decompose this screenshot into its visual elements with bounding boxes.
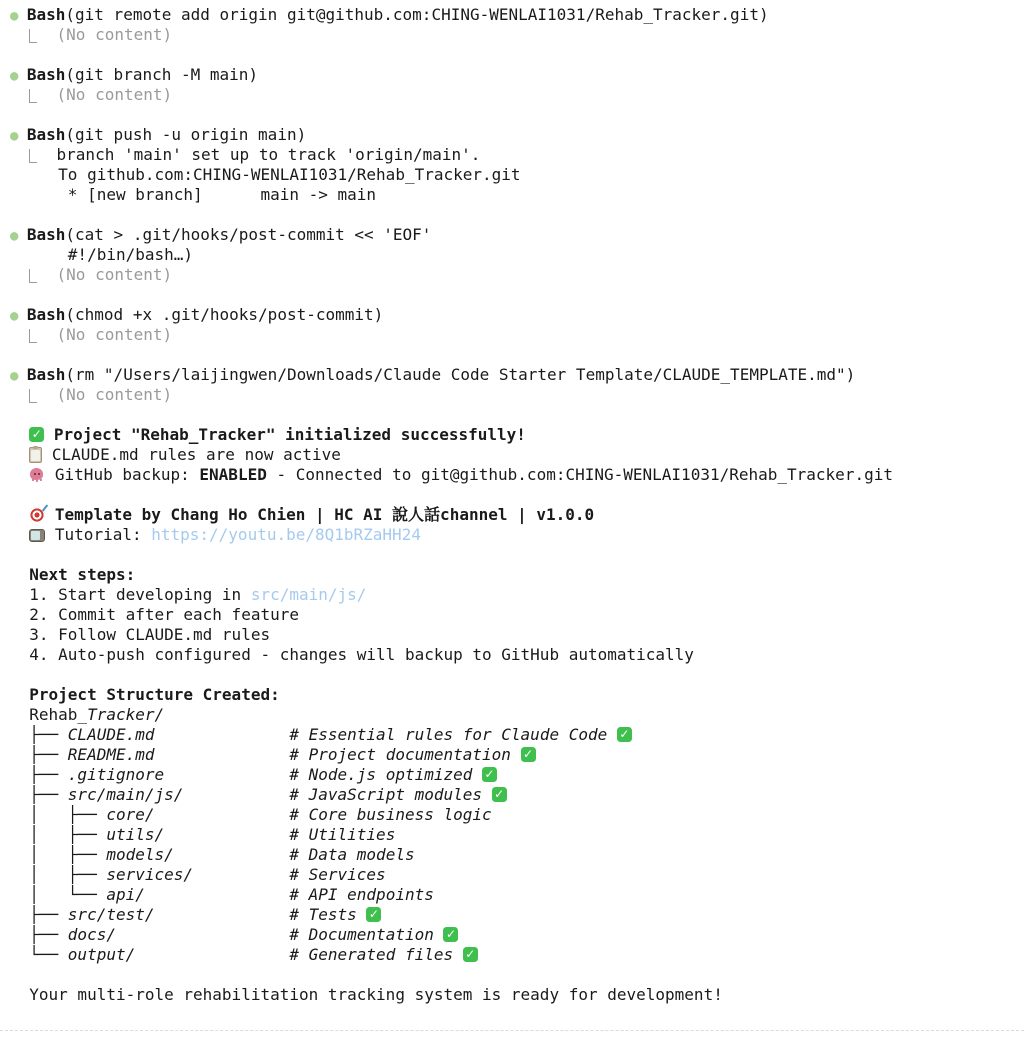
elbow-icon [29,89,37,103]
tree-line [10,945,1024,965]
text-segment: Bash [26,125,66,144]
text-segment: * [new branch] main -> main [10,185,377,204]
text-segment [10,85,29,104]
text-segment: └── [10,945,68,964]
tv-emoji-icon [29,529,45,542]
check-emoji-icon [482,767,497,782]
command-result-line [10,265,1024,285]
target-emoji-icon [29,507,45,523]
text-segment [37,385,56,404]
text-segment: .gitignore [67,765,165,784]
blank-line [10,485,1024,505]
text-segment: # JavaScript modules [289,785,492,804]
text-segment [44,425,54,444]
text-segment: (No content) [56,25,173,44]
clipboard-emoji-icon [29,447,42,463]
text-segment: (No content) [56,85,173,104]
template-credit-line [10,505,1024,525]
octopus-emoji-icon [29,467,45,483]
tree-line [10,825,1024,845]
check-emoji-icon [521,747,536,762]
text-segment: │ ├── [10,825,107,844]
text-segment: CLAUDE.md rules are now active [51,445,341,464]
text-segment: ● [10,128,27,144]
text-segment: 3. Follow CLAUDE.md rules [10,625,271,644]
text-segment: Tracker/ [87,705,165,724]
text-segment: 1. Start developing in [10,585,251,604]
text-segment: src/main/js/ [67,785,184,804]
text-segment: │ ├── [10,865,107,884]
text-segment: # Core business logic [289,805,492,824]
tree-line [10,765,1024,785]
command-output-line [10,185,1024,205]
text-segment [174,845,290,864]
blank-line [10,665,1024,685]
next-step-line [10,625,1024,645]
command-result-line [10,385,1024,405]
text-segment: (git remote add origin git@github.com:CHING-WENLAI1031/Rehab_Tracker.git) [65,5,769,24]
text-segment [10,685,29,704]
bash-command-line [10,365,1024,385]
check-emoji-icon [29,427,44,442]
text-segment [164,765,289,784]
bash-command-line [10,225,1024,245]
text-segment [10,505,29,524]
text-segment [155,805,290,824]
text-segment: 2. Commit after each feature [10,605,299,624]
command-result-line [10,325,1024,345]
elbow-icon [29,149,37,163]
text-segment [145,885,290,904]
text-segment: docs/ [67,925,116,944]
text-segment: (git branch -M main) [65,65,259,84]
tree-root-line [10,705,1024,725]
next-step-line [10,585,1024,605]
text-segment: #!/bin/bash…) [10,245,194,264]
text-segment: Next steps: [29,565,136,584]
blank-line [10,45,1024,65]
text-segment: (chmod +x .git/hooks/post-commit) [65,305,384,324]
text-segment: Template by Chang Ho Chien | HC AI 說人話channel | v1.0.0 [54,505,595,524]
text-segment [10,25,29,44]
text-segment: - Connected to git@github.com:CHING-WENLAI1031/Rehab_Tracker.git [266,465,893,484]
text-segment [193,865,289,884]
tree-line [10,905,1024,925]
text-segment [10,565,29,584]
next-steps-heading-line [10,565,1024,585]
tree-line [10,845,1024,865]
elbow-icon [29,329,37,343]
text-segment: # API endpoints [289,885,434,904]
text-segment: 4. Auto-push configured - changes will backup to GitHub automatically [10,645,694,664]
tree-line [10,865,1024,885]
text-segment: # Generated files [289,945,463,964]
check-emoji-icon [463,947,478,962]
text-segment: Project Structure Created: [29,685,280,704]
text-segment [10,465,29,484]
text-segment: Project "Rehab_Tracker" initialized successfully! [53,425,526,444]
text-segment: ├── [10,925,68,944]
text-segment: utils/ [106,825,165,844]
text-segment: # Services [289,865,386,884]
text-segment [37,85,56,104]
text-segment: ● [10,228,27,244]
text-segment: (cat > .git/hooks/post-commit << 'EOF' [65,225,432,244]
text-segment [183,785,289,804]
text-segment [37,145,56,164]
text-segment: Rehab_ [10,705,88,724]
bash-command-line [10,305,1024,325]
tree-line [10,885,1024,905]
text-segment [155,725,290,744]
bash-command-line [10,5,1024,25]
text-segment: models/ [106,845,174,864]
text-segment: ● [10,68,27,84]
tutorial-link[interactable]: https://youtu.be/8Q1bRZaHH24 [151,525,421,544]
text-segment [42,445,52,464]
text-segment: Bash [26,365,66,384]
text-segment: ENABLED [199,465,267,484]
text-segment: Bash [26,305,66,324]
text-segment: (rm "/Users/laijingwen/Downloads/Claude Code Starter Template/CLAUDE_TEMPLATE.md") [65,365,856,384]
text-segment [10,385,29,404]
text-segment: core/ [106,805,155,824]
text-segment: ● [10,308,27,324]
text-segment: ● [10,8,27,24]
bash-command-line [10,125,1024,145]
tree-line [10,785,1024,805]
text-segment [10,425,29,444]
check-emoji-icon [366,907,381,922]
text-segment [116,925,289,944]
status-claude-md-line [10,445,1024,465]
text-segment: README.md [67,745,155,764]
blank-line [10,345,1024,365]
text-segment: # Project documentation [289,745,521,764]
text-segment [45,505,55,524]
tree-line [10,805,1024,825]
text-segment [10,265,29,284]
elbow-icon [29,389,37,403]
status-github-line [10,465,1024,485]
text-segment: │ ├── [10,805,107,824]
text-segment [37,265,56,284]
text-segment: ├── [10,725,68,744]
text-segment [10,525,29,544]
tree-line [10,745,1024,765]
text-segment: # Data models [289,845,415,864]
text-segment: src/test/ [67,905,155,924]
text-segment: Bash [26,225,66,244]
text-segment [10,445,29,464]
text-segment: (No content) [56,325,173,344]
text-segment: # Essential rules for Claude Code [289,725,617,744]
terminal-lines [10,5,1024,1005]
elbow-icon [29,269,37,283]
text-segment: api/ [106,885,145,904]
text-segment: GitHub backup: [54,465,200,484]
status-success-line [10,425,1024,445]
text-segment: branch 'main' set up to track 'origin/main'. [56,145,481,164]
blank-line [10,965,1024,985]
text-segment: ├── [10,785,68,804]
text-segment: Bash [26,65,66,84]
bottom-separator [0,1030,1024,1031]
command-output-line [10,165,1024,185]
text-segment: │ └── [10,885,107,904]
check-emoji-icon [617,727,632,742]
next-step-line [10,605,1024,625]
text-segment [45,525,55,544]
text-segment: │ ├── [10,845,107,864]
text-segment: # Tests [289,905,367,924]
blank-line [10,405,1024,425]
bash-command-line [10,65,1024,85]
check-emoji-icon [492,787,507,802]
blank-line [10,545,1024,565]
text-segment [164,825,289,844]
text-segment: ├── [10,905,68,924]
tree-line [10,725,1024,745]
text-segment: ├── [10,765,68,784]
check-emoji-icon [443,927,458,942]
text-segment [37,25,56,44]
command-result-line [10,25,1024,45]
text-segment: output/ [67,945,136,964]
bash-command-continuation-line [10,245,1024,265]
blank-line [10,285,1024,305]
elbow-icon [29,29,37,43]
text-segment: Tutorial: [54,525,152,544]
text-segment: # Utilities [289,825,396,844]
text-segment [45,465,55,484]
project-structure-heading-line [10,685,1024,705]
text-segment: services/ [106,865,194,884]
blank-line [10,205,1024,225]
text-segment: Your multi-role rehabilitation tracking system is ready for development! [10,985,723,1004]
command-result-line [10,85,1024,105]
text-segment: (No content) [56,265,173,284]
text-segment: (git push -u origin main) [65,125,307,144]
text-segment: To github.com:CHING-WENLAI1031/Rehab_Tracker.git [10,165,521,184]
text-segment [155,745,290,764]
text-segment [37,325,56,344]
text-segment: (No content) [56,385,173,404]
text-segment: ● [10,368,27,384]
tutorial-line [10,525,1024,545]
final-message-line [10,985,1024,1005]
text-segment [135,945,289,964]
text-segment: Bash [26,5,66,24]
text-segment: CLAUDE.md [67,725,155,744]
text-segment [10,145,29,164]
src-path-highlight: src/main/js/ [250,585,367,604]
text-segment [155,905,290,924]
text-segment: # Node.js optimized [289,765,483,784]
text-segment: ├── [10,745,68,764]
blank-line [10,105,1024,125]
tree-line [10,925,1024,945]
text-segment: # Documentation [289,925,444,944]
next-step-line [10,645,1024,665]
text-segment [10,325,29,344]
command-result-line [10,145,1024,165]
